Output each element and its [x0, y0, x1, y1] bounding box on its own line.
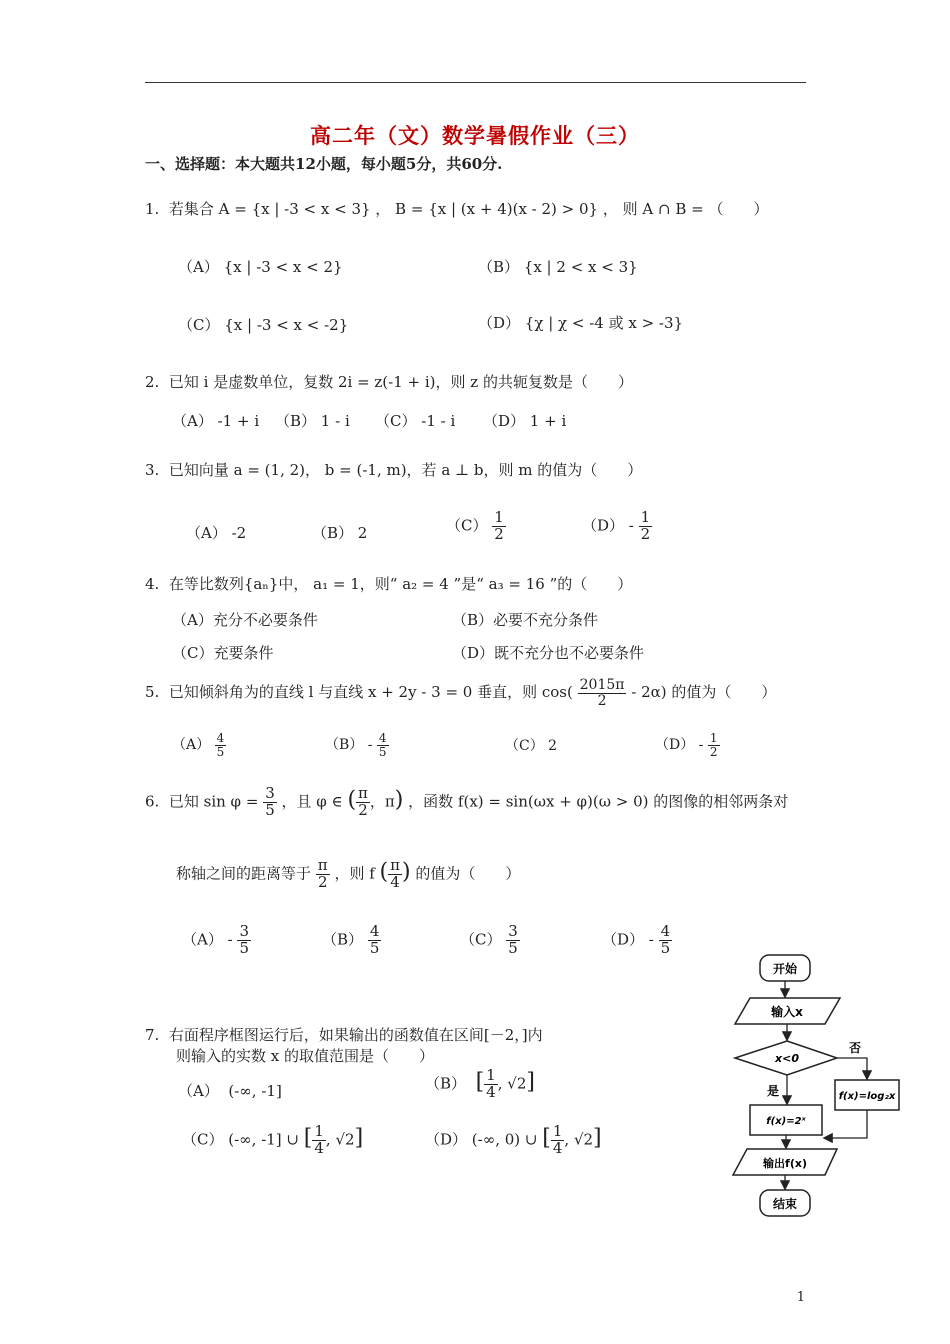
q1-option-b: （B） {x | 2 < x < 3}	[478, 258, 638, 276]
question-7: 7. 右面程序框图运行后，如果输出的函数值在区间[－2，]内	[145, 1026, 543, 1044]
flow-end-label: 结束	[772, 1197, 798, 1211]
q4-option-d: （D）既不充分也不必要条件	[452, 644, 645, 662]
question-7-line-2: 则输入的实数 x 的取值范围是（ ）	[176, 1047, 434, 1065]
q3-option-a: （A） -2	[186, 524, 247, 542]
header-rule	[145, 82, 806, 83]
q1-option-c: （C） {x | -3 < x < -2}	[178, 316, 349, 334]
q4-option-a: （A）充分不必要条件	[172, 611, 318, 629]
q2-option-c: （C） -1 - i	[375, 412, 456, 430]
flow-no-label: 否	[849, 1041, 862, 1055]
question-5: 5. 已知倾斜角为的直线 l 与直线 x + 2y - 3 = 0 垂直，则 cos( $\frac{2015\pi}{2}$ - 2α) 的值为（ ）	[145, 677, 777, 709]
q1-option-a: （A） {x | -3 < x < 2}	[178, 258, 343, 276]
q7-option-c: （C） (-∞, -1] ∪ [ $\frac{1}{4}$ , √2]	[182, 1122, 364, 1157]
q3-option-b: （B） 2	[312, 524, 368, 542]
q4-option-b: （B）必要不充分条件	[452, 611, 599, 629]
flow-yes-label: 是	[767, 1084, 780, 1098]
flow-output-label: 输出f(x)	[763, 1157, 807, 1170]
q6-option-d: （D） - $\frac{4}{5}$	[602, 922, 671, 957]
q5-option-b: （B） - $\frac{4}{5}$	[325, 731, 387, 759]
q3c-fraction: $\frac{1}{2}$	[494, 508, 504, 543]
q5-option-c: （C） 2	[505, 738, 558, 754]
q6-option-c: （C） $\frac{3}{5}$	[460, 922, 518, 957]
page-number: 1	[796, 1290, 805, 1305]
q1-option-d: （D） {χ | χ < -4 或 x > -3}	[478, 314, 684, 332]
q5-option-a: （A） $\frac{4}{5}$	[172, 731, 225, 759]
q6-option-b: （B） $\frac{4}{5}$	[322, 922, 380, 957]
flow-left-label: f(x)=2ˣ	[766, 1116, 806, 1127]
q4-option-c: （C）充要条件	[172, 644, 274, 662]
page-title: 高二年（文）数学暑假作业（三）	[310, 123, 640, 148]
q7-option-d: （D） (-∞, 0) ∪ [ $\frac{1}{4}$ , √2]	[425, 1122, 602, 1157]
q5-fraction: $\frac{2015\pi}{2}$	[579, 677, 625, 709]
flow-condition-label: x<0	[775, 1052, 799, 1065]
question-6: 6. 已知 sin φ = $\frac{3}{5}$ ，且 φ ∈ ( $\frac{\pi}{2}$ ，π) ，函数 f(x) = sin(ωx + φ)(ω > 0) 的图像的相邻两条对	[145, 784, 789, 819]
question-2: 2. 已知 i 是虚数单位，复数 2i = z(-1 + i)，则 z 的共轭复数是（ ）	[145, 373, 633, 391]
section-heading: 一、选择题：本大题共12小题，每小题5分，共60分.	[145, 155, 503, 173]
q5-option-d: （D） - $\frac{1}{2}$	[655, 731, 718, 759]
q2-option-b: （B） 1 - i	[275, 412, 350, 430]
q2-option-d: （D） 1 + i	[483, 412, 567, 430]
q3-option-c: （C） $\frac{1}{2}$	[446, 508, 504, 543]
question-6-line-2: 称轴之间的距离等于 $\frac{\pi}{2}$ ，则 f ( $\frac{\pi}{4}$ ) 的值为（ ）	[176, 856, 521, 891]
question-3: 3. 已知向量 a = (1, 2)， b = (-1, m)，若 a ⊥ b，则 m 的值为（ ）	[145, 461, 643, 479]
question-4: 4. 在等比数列{aₙ}中， a₁ = 1，则“ a₂ = 4 ”是“ a₃ = 16 ”的（ ）	[145, 575, 633, 593]
flowchart	[725, 948, 905, 1220]
flow-right-label: f(x)=log₂x	[838, 1091, 896, 1102]
q7-option-a: （A） (-∞, -1]	[178, 1082, 282, 1100]
q3-option-d: （D） - $\frac{1}{2}$	[582, 508, 651, 543]
flow-input-label: 输入x	[771, 1005, 803, 1019]
question-1: 1. 若集合 A = {x | -3 < x < 3} ， B = {x | (x + 4)(x - 2) > 0} ， 则 A ∩ B = （ ）	[145, 200, 769, 218]
q7-option-b: （B） [ $\frac{1}{4}$ , √2]	[425, 1066, 535, 1101]
q6-option-a: （A） - $\frac{3}{5}$	[182, 922, 249, 957]
flow-start-label: 开始	[772, 962, 798, 976]
q3d-fraction: $\frac{1}{2}$	[640, 508, 651, 543]
q2-option-a: （A） -1 + i	[172, 412, 260, 430]
